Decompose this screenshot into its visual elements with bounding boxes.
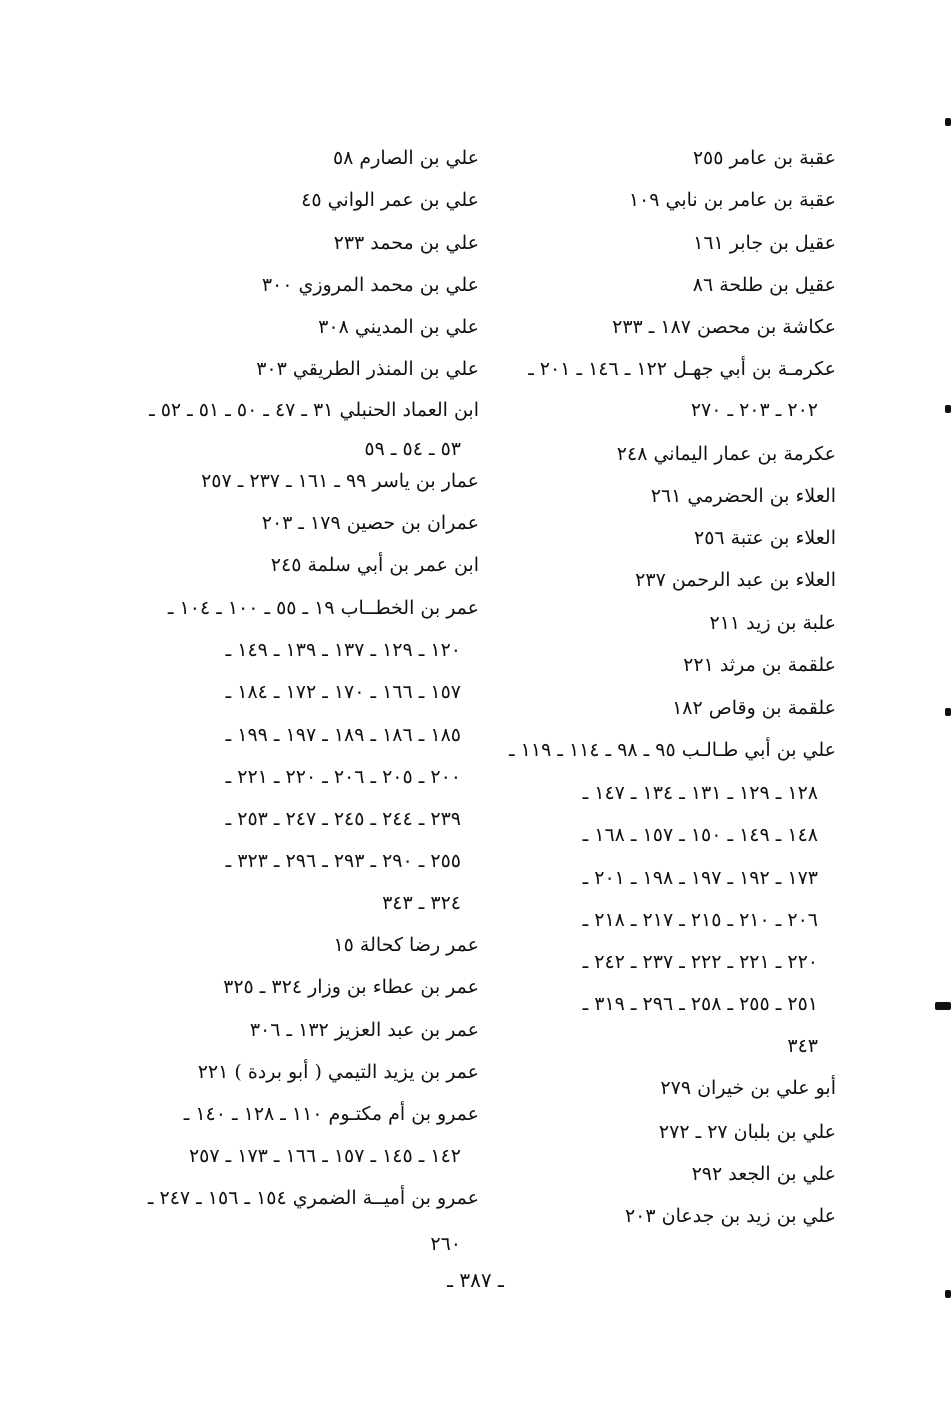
scan-margin-mark [945,118,951,126]
index-entry-continuation: ١٨٥ ـ ١٨٦ ـ ١٨٩ ـ ١٩٧ ـ ١٩٩ ـ [225,724,461,746]
index-entry: علي بن زيد بن جدعان ٢٠٣ [624,1205,836,1227]
index-entry: عمرو بن أم مكتـوم ١١٠ ـ ١٢٨ ـ ١٤٠ ـ [183,1103,479,1125]
index-entry: علي بن المنذر الطريقي ٣٠٣ [256,358,479,380]
index-entry: علي بن أبي طـالـب ٩٥ ـ ٩٨ ـ ١١٤ ـ ١١٩ ـ [509,739,836,761]
index-entry: علي بن محمد المروزي ٣٠٠ [261,274,479,296]
index-entry: علقمة بن مرثد ٢٢١ [683,654,836,676]
index-entry: ابن عمر بن أبي سلمة ٢٤٥ [270,554,479,576]
index-entry-continuation: ٢٦٠ [430,1233,461,1255]
index-entry: العلاء بن عبد الرحمن ٢٣٧ [635,569,836,591]
index-entry-continuation: ٣٢٤ ـ ٣٤٣ [382,892,461,914]
index-entry-continuation: ٢٠٦ ـ ٢١٠ ـ ٢١٥ ـ ٢١٧ ـ ٢١٨ ـ [582,909,818,931]
index-entry: علقمة بن وقاص ١٨٢ [672,697,836,719]
index-entry-continuation: ٣٤٣ [787,1035,818,1057]
page-number: ـ ٣٨٧ ـ [447,1268,504,1292]
index-entry-continuation: ١٤٨ ـ ١٤٩ ـ ١٥٠ ـ ١٥٧ ـ ١٦٨ ـ [582,824,818,846]
index-entry-continuation: ٢٢٠ ـ ٢٢١ ـ ٢٢٢ ـ ٢٣٧ ـ ٢٤٢ ـ [582,951,818,973]
index-entry-continuation: ٢٣٩ ـ ٢٤٤ ـ ٢٤٥ ـ ٢٤٧ ـ ٢٥٣ ـ [225,808,461,830]
index-entry-continuation: ١٥٧ ـ ١٦٦ ـ ١٧٠ ـ ١٧٢ ـ ١٨٤ ـ [225,681,461,703]
index-entry: عمرو بن أميــة الضمري ١٥٤ ـ ١٥٦ ـ ٢٤٧ ـ [147,1187,479,1209]
index-entry: عمر رضا كحالة ١٥ [333,934,479,956]
index-entry: عقيل بن طلحة ٨٦ [692,274,836,296]
index-entry: علبة بن زيد ٢١١ [709,612,836,634]
index-entry-continuation: ١٧٣ ـ ١٩٢ ـ ١٩٧ ـ ١٩٨ ـ ٢٠١ ـ [582,867,818,889]
index-entry: عقبة بن عامر ٢٥٥ [692,147,836,169]
index-entry: علي بن محمد ٢٣٣ [333,232,479,254]
index-entry: العلاء بن الحضرمي ٢٦١ [650,485,836,507]
index-entry: عكاشة بن محصن ١٨٧ ـ ٢٣٣ [612,316,836,338]
index-entry: عقيل بن جابر ١٦١ [693,232,836,254]
index-entry: العلاء بن عتبة ٢٥٦ [694,527,836,549]
index-entry: عمر بن عطاء بن وزار ٣٢٤ ـ ٣٢٥ [223,976,479,998]
index-entry: عكرمة بن عمار اليماني ٢٤٨ [616,443,836,465]
index-entry: عمر بن يزيد التيمي ( أبو بردة ) ٢٢١ [197,1061,479,1083]
index-entry: علي بن الجعد ٢٩٢ [691,1163,836,1185]
index-entry-continuation: ٢٥١ ـ ٢٥٥ ـ ٢٥٨ ـ ٢٩٦ ـ ٣١٩ ـ [582,993,818,1015]
index-entry: عقبة بن عامر بن نابي ١٠٩ [628,189,836,211]
index-entry: ابن العماد الحنبلي ٣١ ـ ٤٧ ـ ٥٠ ـ ٥١ ـ ٥٢ ـ [149,399,479,421]
index-entry-continuation: ٢٠٢ ـ ٢٠٣ ـ ٢٧٠ [690,399,818,421]
index-entry: عمر بن الخطــاب ١٩ ـ ٥٥ ـ ١٠٠ ـ ١٠٤ ـ [167,597,479,619]
scan-margin-mark [945,1290,951,1298]
index-entry: عمار بن ياسر ٩٩ ـ ١٦١ ـ ٢٣٧ ـ ٢٥٧ [201,470,479,492]
index-entry-continuation: ٥٣ ـ ٥٤ ـ ٥٩ [364,438,461,460]
index-entry: علي بن المديني ٣٠٨ [318,316,479,338]
index-entry: علي بن الصارم ٥٨ [332,147,479,169]
scan-margin-mark [945,405,951,413]
index-entry: أبو علي بن خيران ٢٧٩ [660,1077,836,1099]
index-entry-continuation: ٢٥٥ ـ ٢٩٠ ـ ٢٩٣ ـ ٢٩٦ ـ ٣٢٣ ـ [225,850,461,872]
index-entry: عمران بن حصين ١٧٩ ـ ٢٠٣ [261,512,479,534]
index-entry-continuation: ١٢٨ ـ ١٢٩ ـ ١٣١ ـ ١٣٤ ـ ١٤٧ ـ [582,782,818,804]
index-entry-continuation: ١٤٢ ـ ١٤٥ ـ ١٥٧ ـ ١٦٦ ـ ١٧٣ ـ ٢٥٧ [188,1145,461,1167]
scan-margin-mark [945,708,951,716]
index-entry: عمر بن عبد العزيز ١٣٢ ـ ٣٠٦ [249,1019,479,1041]
index-entry: علي بن بلبان ٢٧ ـ ٢٧٢ [658,1121,836,1143]
index-entry-continuation: ٢٠٠ ـ ٢٠٥ ـ ٢٠٦ ـ ٢٢٠ ـ ٢٢١ ـ [225,766,461,788]
index-entry: علي بن عمر الواني ٤٥ [301,189,479,211]
index-entry-continuation: ١٢٠ ـ ١٢٩ ـ ١٣٧ ـ ١٣٩ ـ ١٤٩ ـ [225,639,461,661]
index-entry: عكرمـة بن أبي جهـل ١٢٢ ـ ١٤٦ ـ ٢٠١ ـ [528,358,836,380]
scan-margin-mark [935,1002,951,1010]
